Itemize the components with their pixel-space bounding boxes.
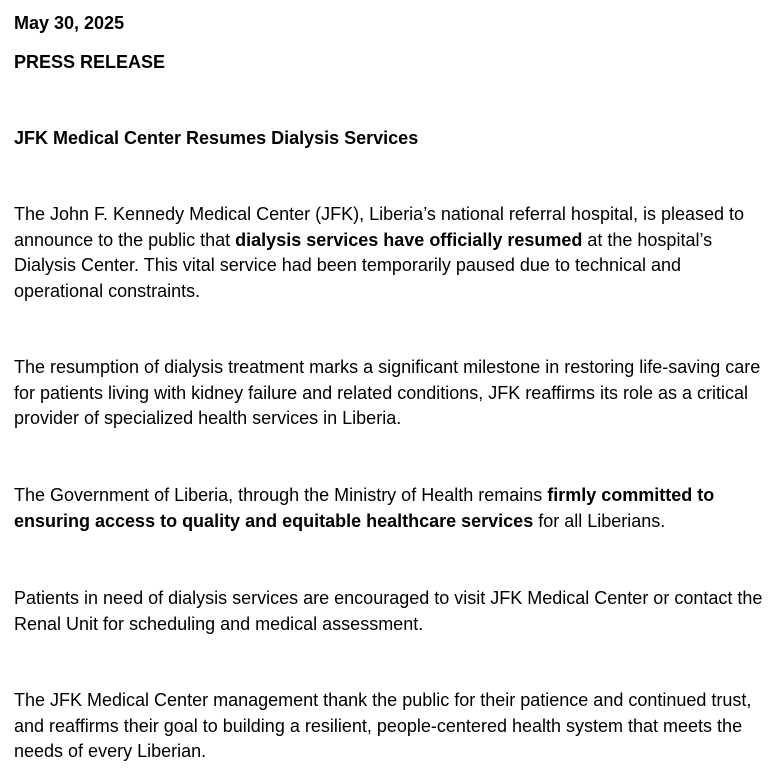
paragraph-announcement-text-1: The John F. Kennedy Medical Center (JFK), Liberia’s national referral hospital, is pleased to announce to the public that [14,204,745,250]
paragraph-announcement-emphasis: dialysis services have officially resumed [235,229,583,250]
paragraph-announcement [14,202,766,304]
release-date: May 30, 2025 [14,13,125,33]
paragraph-announcement-text-2: at the hospital’s Dialysis Center. This vital service had been temporarily paused due to technical and operational constraints. [14,229,713,301]
paragraph-government [14,483,766,534]
headline: JFK Medical Center Resumes Dialysis Services [14,128,419,148]
press-release-label: PRESS RELEASE [14,52,166,72]
paragraph-closing: The JFK Medical Center management thank the public for their patience and continued trust, and reaffirms their goal to building a resilient, people-centered health system that meets the needs of every Liberian. [14,690,752,762]
paragraph-government-emphasis: firmly committed to ensuring access to quality and equitable healthcare services [14,485,715,531]
paragraph-government-text-1: The Government of Liberia, through the Ministry of Health remains [14,485,548,505]
paragraph-patients: Patients in need of dialysis services are encouraged to visit JFK Medical Center or contact the Renal Unit for scheduling and medical assessment. [14,588,763,634]
paragraph-government-text-2: for all Liberians. [533,510,666,531]
paragraph-milestone: The resumption of dialysis treatment marks a significant milestone in restoring life-saving care for patients living with kidney failure and related conditions, JFK reaffirms its role as a critical provider of specialized health services in Liberia. [14,357,761,429]
